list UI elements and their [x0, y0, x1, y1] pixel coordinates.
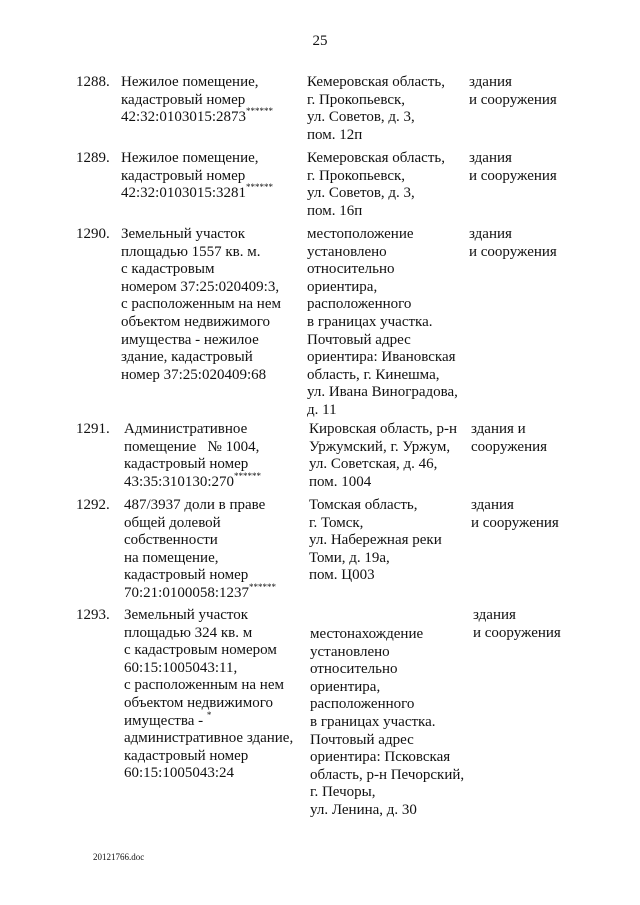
object-category: здания и сооружения — [469, 74, 557, 108]
footnote-mark: * — [206, 709, 212, 720]
entry-number: 1290. — [76, 226, 110, 242]
object-address: Кемеровская область, г. Прокопьевск, ул. Советов, д. 3, пом. 16п — [307, 150, 445, 219]
footnote-mark: ****** — [246, 182, 274, 193]
object-address: Кемеровская область, г. Прокопьевск, ул. Советов, д. 3, пом. 12п — [307, 74, 445, 143]
object-description: Административное помещение № 1004, кадастровый номер 43:35:310130:270****** — [124, 421, 262, 490]
object-address: местонахождение установлено относительно ориентира, расположенного в границах участка. Почтовый адрес ориентира: Псковская область, р-н Печорский, г. Печоры, ул. Ленина, д. 30 — [310, 626, 465, 818]
object-address: местоположение установлено относительно ориентира, расположенного в границах участка. Почтовый адрес ориентира: Ивановская область, г. Кинешма, ул. Ивана Виноградова, д. 11 — [307, 226, 458, 418]
object-category: здания и сооружения — [473, 607, 561, 641]
footnote-mark: ****** — [234, 470, 262, 481]
entry-number: 1292. — [76, 497, 110, 513]
object-category: здания и сооружения — [471, 421, 548, 455]
object-address: Кировская область, р-н Уржумский, г. Уржум, ул. Советская, д. 46, пом. 1004 — [309, 421, 458, 490]
object-description: Нежилое помещение, кадастровый номер 42:32:0103015:3281****** — [121, 150, 274, 202]
object-description: Земельный участок площадью 324 кв. м с кадастровым номером 60:15:1005043:11, с расположенным на нем объектом недвижимого имущества - * административное здание, кадастровый номер 60:15:1005043:24 — [124, 607, 294, 782]
entry-number: 1291. — [76, 421, 110, 437]
entry-number: 1293. — [76, 607, 110, 623]
object-description: 487/3937 доли в праве общей долевой собственности на помещение, кадастровый номер 70:21:0100058:1237****** — [124, 497, 277, 601]
footnote-mark: ****** — [246, 106, 274, 117]
page-number: 25 — [312, 33, 328, 49]
object-category: здания и сооружения — [469, 150, 557, 184]
footnote-mark: ****** — [249, 581, 277, 592]
object-description: Земельный участок площадью 1557 кв. м. с кадастровым номером 37:25:020409:3, с расположенным на нем объектом недвижимого имущества - нежилое здание, кадастровый номер 37:25:020409:68 — [121, 226, 281, 383]
object-category: здания и сооружения — [471, 497, 559, 531]
entry-number: 1288. — [76, 74, 110, 90]
object-description: Нежилое помещение, кадастровый номер 42:32:0103015:2873****** — [121, 74, 274, 126]
entry-number: 1289. — [76, 150, 110, 166]
object-address: Томская область, г. Томск, ул. Набережная реки Томи, д. 19а, пом. Ц003 — [309, 497, 442, 584]
document-filename: 20121766.doc — [93, 852, 145, 862]
object-category: здания и сооружения — [469, 226, 557, 260]
